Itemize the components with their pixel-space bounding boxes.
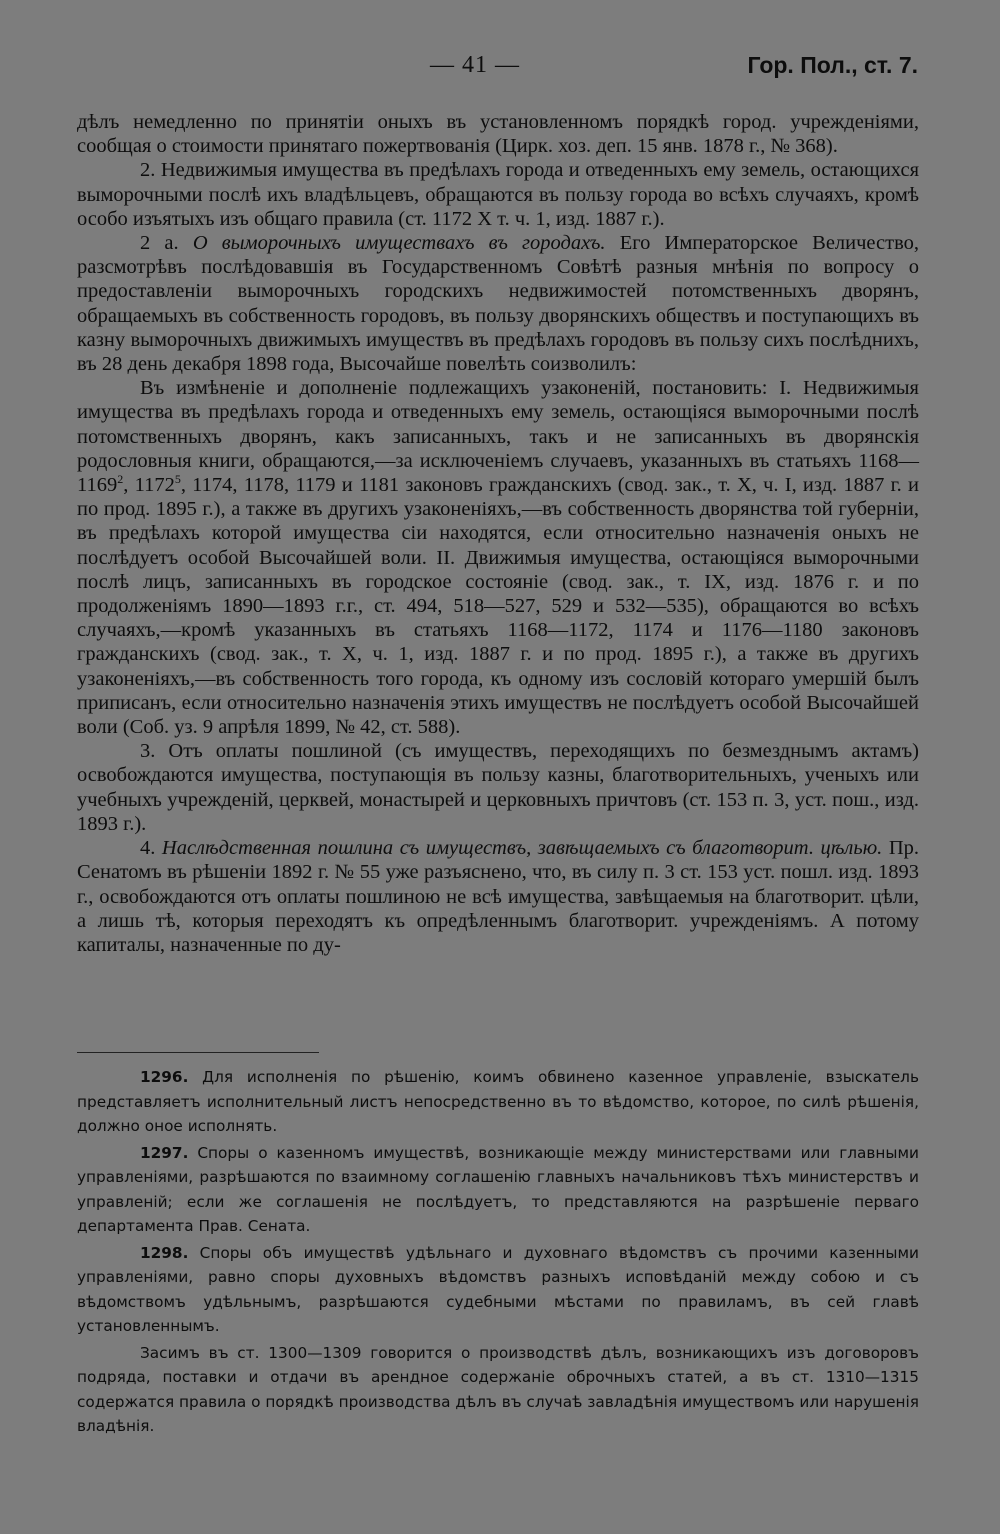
footnote-text: Засимъ въ ст. 1300—1309 говорится о производствѣ дѣлъ, возникающихъ изъ договоровъ подряда, поставки и отдачи въ арендное содержаніе оброчныхъ статей, а въ ст. 1310—1315 содержатся правила о порядкѣ производства дѣлъ въ случаѣ завладѣнія имуществомъ или нарушенія владѣнія. <box>77 1343 919 1435</box>
footnote-text: Споры о казенномъ имуществѣ, возникающіе между министерствами или главными управленіями, разрѣшаются по взаимному соглашенію главныхъ начальниковъ тѣхъ министерствъ и управленій; если же соглашенія не послѣдуетъ, то представляются на разрѣшеніе перваго департамента Прав. Сената. <box>77 1143 919 1235</box>
paragraph-2a <box>77 231 919 376</box>
paragraph-4-number: 4. <box>140 837 156 860</box>
paragraph-2a-number: 2 а. <box>140 232 179 255</box>
paragraph-4-title: Наслѣдственная пошлина съ имуществъ, завѣщаемыхъ съ благотворит. цѣлью. <box>161 837 883 860</box>
superscript-1: 2 <box>117 472 124 487</box>
footnote-1296 <box>77 1065 919 1139</box>
footnote-text: Споры объ имуществѣ удѣльнаго и духовнаго вѣдомствъ съ прочими казенными управленіями, равно споры духовныхъ вѣдомствъ разныхъ исповѣданій между собою и съ вѣдомствомъ удѣльнымъ, разрѣшаются судебными мѣстами по правиламъ, въ сей главѣ установленнымъ. <box>77 1243 919 1335</box>
decree-text-part-3: , 1174, 1178, 1179 и 1181 законовъ гражданскихъ (свод. зак., т. X, ч. I, изд. 1887 г. и по прод. 1895 г.), а также въ другихъ узаконеніяхъ,—въ собственность дворянства той губерніи, въ предѣлахъ которой имущества сіи находятся, если относительно назначенія оныхъ не послѣдуетъ особой Высочайшей воли. II. Движимыя имущества, остающіяся выморочными послѣ лицъ, записанныхъ въ городское состояніе (свод. зак., т. IX, изд. 1876 г. и по продолженіямъ 1890—1893 г.г., ст. 494, 518—527, 529 и 532—535), обращаются во всѣхъ случаяхъ,—кромѣ указанныхъ въ статьяхъ 1168—1172, 1174 и 1176—1180 законовъ гражданскихъ (свод. зак., т. X, ч. 1, изд. 1887 г. и по прод. 1895 г.), а также въ другихъ узаконеніяхъ,—въ собственность того города, къ одному изъ сословій котораго умершій былъ приписанъ, если относительно назначенія этихъ имуществъ не послѣдуетъ особой Высочайшей воли (Соб. уз. 9 апрѣля 1899, № 42, ст. 588). <box>77 474 919 739</box>
decree-text-part-2: , 1172 <box>123 474 175 497</box>
page-number: — 41 — <box>430 52 520 78</box>
superscript-2: 5 <box>174 472 181 487</box>
footnote-number: 1296. <box>140 1068 189 1086</box>
section-reference: Гор. Пол., ст. 7. <box>747 52 918 78</box>
paragraph-2a-title: О выморочныхъ имуществахъ въ городахъ. <box>192 232 606 255</box>
footnote-number: 1297. <box>140 1143 189 1162</box>
paragraph-4-text: Пр. Сенатомъ въ рѣшеніи 1892 г. № 55 уже разъяснено, что, въ силу п. 3 ст. 153 уст. пошл. изд. 1893 г., освобождаются отъ оплаты пошлиною не всѣ имущества, завѣщаемыя на благотворит. цѣли, а лишь тѣ, которыя переходятъ къ опредѣленнымъ благотворит. учрежденіямъ. А потому капиталы, назначенные по ду- <box>77 837 919 956</box>
footnote-1297 <box>77 1141 919 1239</box>
paragraph-4 <box>77 836 919 957</box>
paragraph-1: дѣлъ немедленно по принятіи оныхъ въ установленномъ порядкѣ город. учрежденіями, сообщая о стоимости принятаго пожертвованія (Цирк. хоз. деп. 15 янв. 1878 г., № 368). <box>77 111 919 158</box>
paragraph-3: 3. Отъ оплаты пошлиной (съ имуществъ, переходящихъ по безмезднымъ актамъ) освобождаются имущества, поступающія въ пользу казны, благотворительныхъ, ученыхъ или учебныхъ учрежденій, церквей, монастырей и церковныхъ причтовъ (ст. 153 п. 3, уст. пош., изд. 1893 г.). <box>77 740 919 835</box>
footnote-text: Для исполненія по рѣшенію, коимъ обвинено казенное управленіе, взыскатель представляетъ исполнительный листъ непосредственно въ то вѣдомство, которое, по силѣ рѣшенія, должно оное исполнять. <box>77 1068 919 1135</box>
footnote-number: 1298. <box>140 1243 189 1262</box>
footnotes <box>77 1065 919 1441</box>
footnote-summary <box>77 1341 919 1439</box>
decree-text-part-1: Въ измѣненіе и дополненіе подлежащихъ узаконеній, постановить: I. Недвижимыя имущества въ предѣлахъ города и отведенныхъ ему земель, остающіяся выморочными послѣ потомственныхъ дворянъ, какъ записанныхъ, такъ и не записанныхъ въ дворянскія родословныя книги, обращаются,—за исключеніемъ случаевъ, указанныхъ въ статьяхъ 1168—1169 <box>77 377 919 497</box>
paragraph-2a-text: Его Императорское Величество, разсмотрѣвъ послѣдовавшія въ Государственномъ Совѣтѣ разныя мнѣнія по вопросу о предоставленіи выморочныхъ городскихъ недвижимостей потомственныхъ дворянъ, обращаемыхъ въ собственность городовъ, въ пользу дворянскихъ обществъ и поступающихъ въ казну выморочныхъ движимыхъ имуществъ въ предѣлахъ городовъ въ пользу сихъ послѣднихъ, въ 28 день декабря 1898 года, Высочайше повелѣть соизволилъ: <box>77 232 920 376</box>
footnote-1298 <box>77 1241 919 1339</box>
page-header <box>0 52 1000 88</box>
paragraph-2: 2. Недвижимыя имущества въ предѣлахъ города и отведенныхъ ему земель, остающихся выморочными послѣ ихъ владѣльцевъ, обращаются въ пользу города во всѣхъ случаяхъ, кромѣ особо изъятыхъ изъ общаго правила (ст. 1172 Х т. ч. 1, изд. 1887 г.). <box>77 159 919 230</box>
paragraph-decree <box>77 376 919 739</box>
footnote-divider <box>77 1052 319 1053</box>
main-text <box>77 110 919 957</box>
